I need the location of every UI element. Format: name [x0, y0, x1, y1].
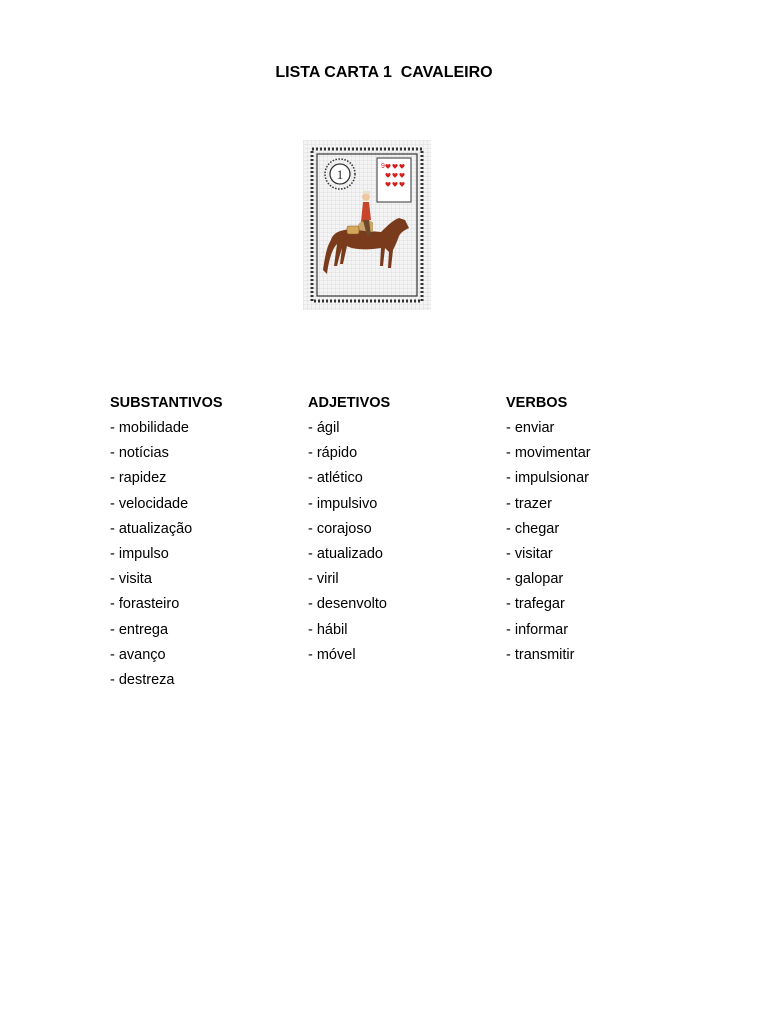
list-item: - movimentar	[506, 445, 591, 462]
list-item: - rapidez	[110, 470, 167, 487]
column-header: VERBOS	[506, 395, 568, 411]
column-header: ADJETIVOS	[308, 395, 391, 411]
list-item: - trafegar	[506, 596, 565, 613]
list-item: - transmitir	[506, 646, 575, 663]
list-item: - visita	[110, 571, 152, 588]
list-item: - viril	[308, 571, 339, 588]
list-item: - impulsivo	[308, 495, 378, 512]
list-item: - corajoso	[308, 520, 372, 537]
list-item: - notícias	[110, 445, 169, 462]
card-number: 1	[336, 167, 344, 182]
page-title: LISTA CARTA 1 CAVALEIRO	[275, 64, 493, 81]
list-item: - atualizado	[308, 545, 383, 562]
list-item: - enviar	[506, 420, 555, 436]
column-verbos	[506, 394, 591, 671]
list-item: - impulsionar	[506, 470, 589, 487]
list-item: - móvel	[308, 646, 356, 663]
card-corner-rank: 9	[381, 163, 385, 170]
list-item: - destreza	[110, 671, 175, 688]
list-item: - chegar	[506, 520, 560, 537]
list-item: - galopar	[506, 571, 564, 588]
list-item: - atlético	[308, 470, 363, 487]
list-item: - atualização	[110, 520, 193, 537]
list-item: - hábil	[308, 621, 348, 638]
list-item: - avanço	[110, 646, 166, 663]
list-item: - trazer	[506, 495, 552, 512]
column-substantivos	[110, 394, 223, 696]
column-header: SUBSTANTIVOS	[110, 395, 223, 411]
list-item: - mobilidade	[110, 420, 189, 436]
list-item: - entrega	[110, 621, 169, 638]
list-item: - informar	[506, 621, 569, 638]
list-item: - forasteiro	[110, 596, 180, 613]
list-item: - desenvolto	[308, 596, 387, 613]
playing-card-nine-of-hearts	[377, 158, 411, 202]
cavaleiro-card-image	[303, 140, 431, 310]
column-adjetivos	[308, 394, 390, 671]
list-item: - impulso	[110, 545, 169, 562]
list-item: - visitar	[506, 545, 553, 562]
list-item: - ágil	[308, 420, 340, 436]
list-item: - rápido	[308, 445, 358, 462]
list-item: - velocidade	[110, 495, 189, 512]
